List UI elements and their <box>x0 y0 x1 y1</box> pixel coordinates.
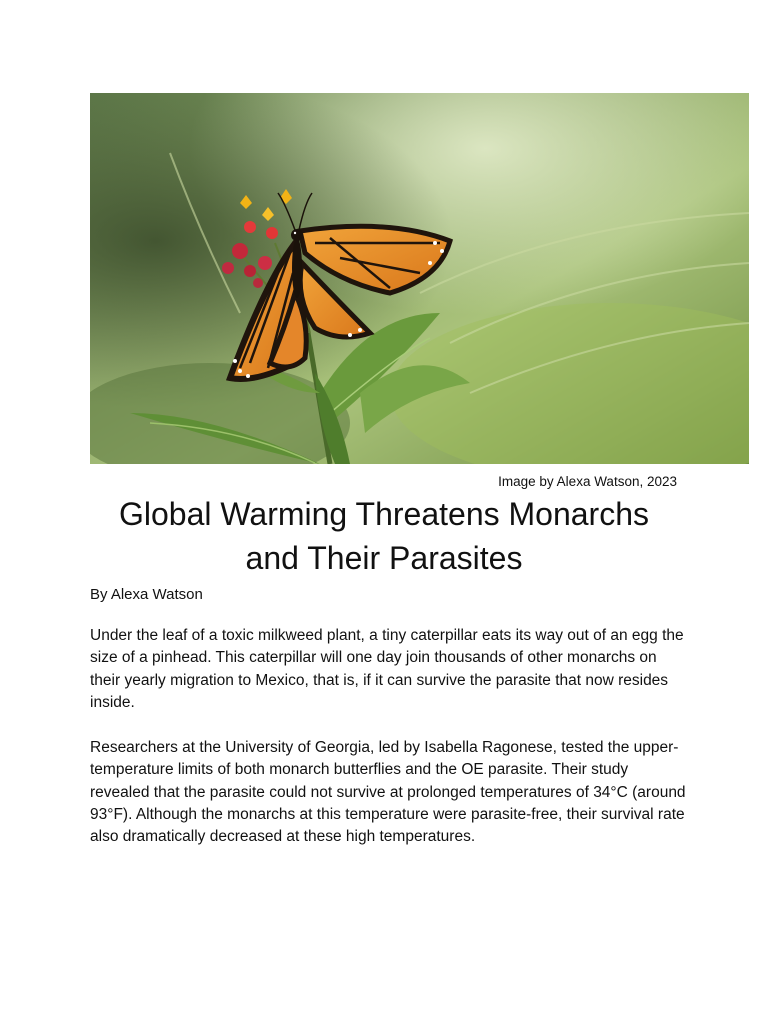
monarch-photo <box>90 93 749 464</box>
article-paragraph-2: Researchers at the University of Georgia, led by Isabella Ragonese, tested the upper-temperature limits of both monarch butterflies and the OE parasite. Their study revealed that the parasite could not survive at prolonged temperatures of 34°C (around 93°F). Although the monarchs at this temperature were parasite-free, their survival rate also dramatically decreased at these high temperatures. <box>90 739 686 846</box>
article-title: Global Warming Threatens Monarchs and Their Parasites <box>119 496 649 576</box>
article-byline: By Alexa Watson <box>90 586 203 603</box>
photo-caption: Image by Alexa Watson, 2023 <box>498 474 677 489</box>
article-paragraph-1: Under the leaf of a toxic milkweed plant, a tiny caterpillar eats its way out of an egg the size of a pinhead. This caterpillar will one day join thousands of other monarchs on their yearly migration to Mexico, that is, if it can survive the parasite that now resides inside. <box>90 627 684 711</box>
